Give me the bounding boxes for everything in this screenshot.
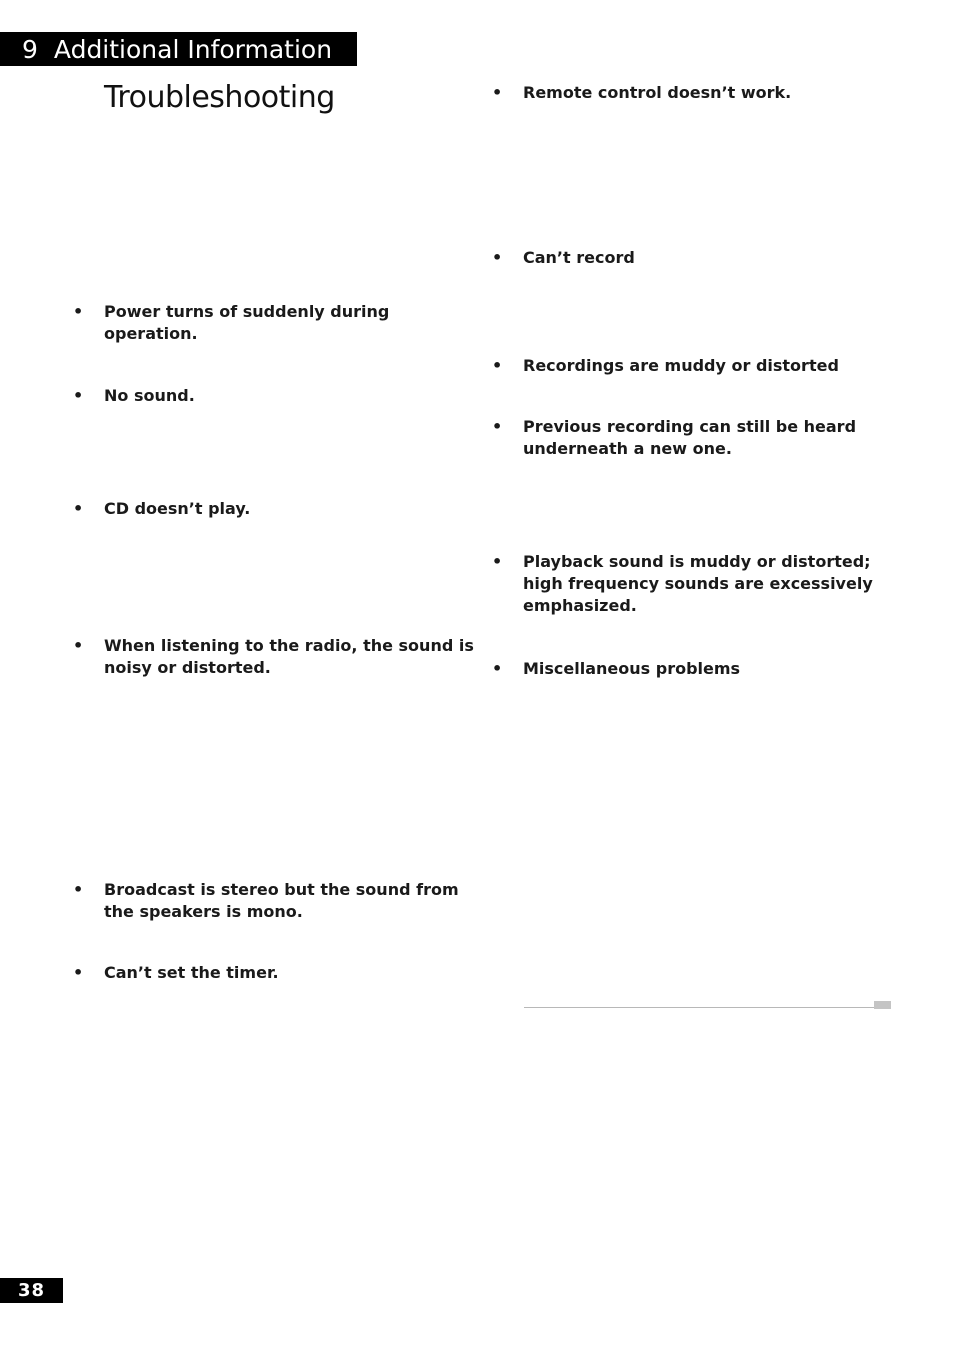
chapter-title: Additional Information: [53, 34, 333, 64]
list-item-label: Remote control doesn’t work.: [523, 83, 792, 102]
chapter-header: [0, 32, 357, 66]
bullet-icon: •: [492, 417, 503, 436]
bullet-icon: •: [73, 302, 84, 321]
bullet-icon: •: [73, 880, 84, 899]
bullet-icon: •: [73, 499, 84, 518]
list-item-label: Power turns of suddenly during operation.: [104, 302, 390, 343]
section-divider: [524, 1007, 876, 1008]
list-item-label: Broadcast is stereo but the sound from the speakers is mono.: [104, 880, 459, 921]
list-item-label: Previous recording can still be heard underneath a new one.: [523, 417, 857, 458]
bullet-icon: •: [492, 83, 503, 102]
list-item-label: Can’t record: [523, 248, 635, 267]
page-number: 38: [0, 1278, 63, 1303]
list-item-label: No sound.: [104, 386, 195, 405]
list-item-label: Recordings are muddy or distorted: [523, 356, 839, 375]
bullet-icon: •: [492, 248, 503, 267]
list-item-label: Playback sound is muddy or distorted; high frequency sounds are excessively emphasized.: [523, 552, 873, 615]
list-item-label: When listening to the radio, the sound is noisy or distorted.: [104, 636, 474, 677]
bullet-icon: •: [492, 356, 503, 375]
list-item-label: Can’t set the timer.: [104, 963, 279, 982]
bullet-icon: •: [73, 963, 84, 982]
divider-tab: [874, 1001, 891, 1009]
chapter-number: 9: [22, 34, 38, 64]
bullet-icon: •: [73, 636, 84, 655]
page-title: Troubleshooting: [104, 80, 335, 115]
list-item-label: Miscellaneous problems: [523, 659, 741, 678]
bullet-icon: •: [73, 386, 84, 405]
list-item-label: CD doesn’t play.: [104, 499, 251, 518]
bullet-icon: •: [492, 659, 503, 678]
bullet-icon: •: [492, 552, 503, 571]
